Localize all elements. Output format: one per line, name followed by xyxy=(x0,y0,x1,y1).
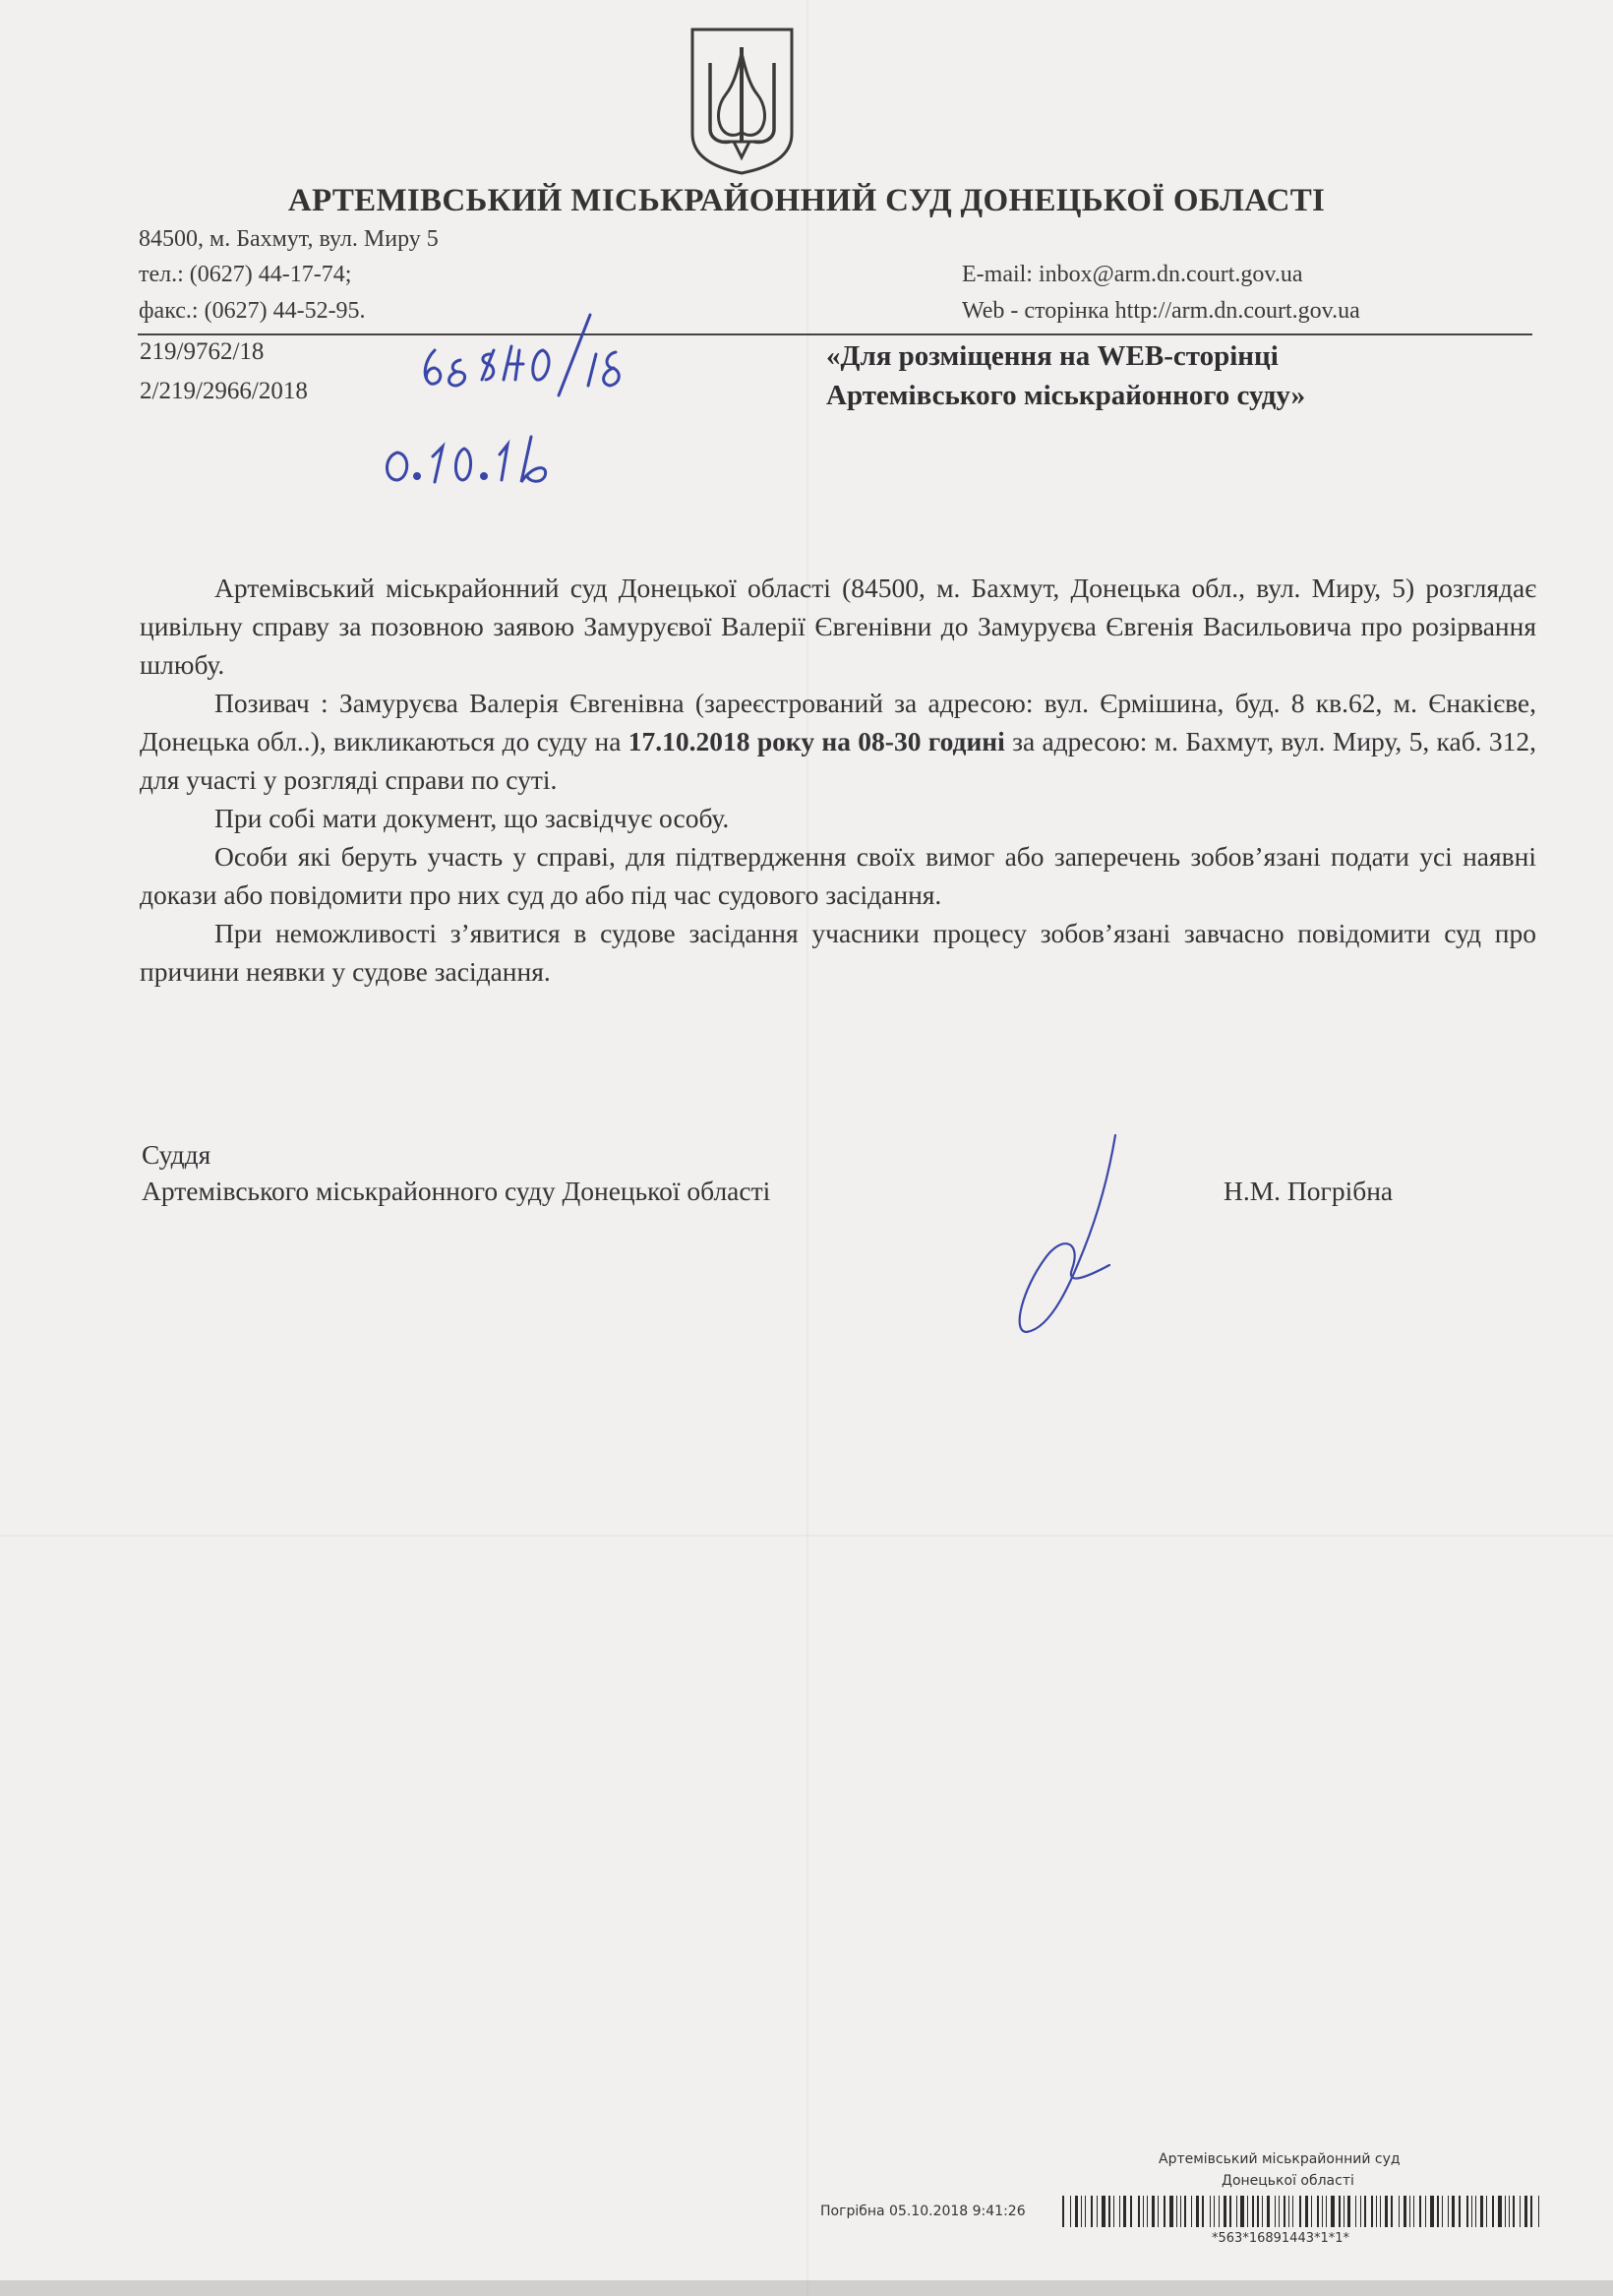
barcode-bar xyxy=(1492,2196,1494,2227)
barcode-bar xyxy=(1538,2196,1539,2227)
court-address: 84500, м. Бахмут, вул. Миру 5 xyxy=(139,226,439,252)
barcode-bar xyxy=(1404,2196,1406,2227)
barcode-bar xyxy=(1284,2196,1285,2227)
barcode-bar xyxy=(1091,2196,1093,2227)
barcode-bar xyxy=(1498,2196,1502,2227)
barcode-bar xyxy=(1210,2196,1211,2227)
barcode-bar xyxy=(1292,2196,1293,2227)
case-number: 219/9762/18 xyxy=(140,338,265,365)
barcode-bar xyxy=(1317,2196,1319,2227)
barcode-bar xyxy=(1180,2196,1181,2227)
barcode-bar xyxy=(1123,2196,1126,2227)
barcode-bar xyxy=(1339,2196,1341,2227)
barcode-bar xyxy=(1196,2196,1199,2227)
barcode-bar xyxy=(1081,2196,1082,2227)
barcode-bar xyxy=(1267,2196,1270,2227)
barcode-bar xyxy=(1459,2196,1461,2227)
barcode-bar xyxy=(1413,2196,1414,2227)
addressee-line-1: «Для розміщення на WEB-сторінці xyxy=(826,340,1279,372)
barcode-bar xyxy=(1164,2196,1165,2227)
barcode-bar xyxy=(1391,2196,1393,2227)
barcode-bar xyxy=(1524,2196,1527,2227)
barcode xyxy=(1058,2192,1545,2231)
barcode-bar xyxy=(1147,2196,1148,2227)
barcode-bar xyxy=(1376,2196,1377,2227)
barcode-bar xyxy=(1419,2196,1421,2227)
barcode-bar xyxy=(1224,2196,1226,2227)
hearing-datetime: 17.10.2018 року на 08-30 годині xyxy=(627,726,1005,756)
barcode-bar xyxy=(1108,2196,1110,2227)
barcode-bar xyxy=(1275,2196,1276,2227)
barcode-bar xyxy=(1305,2196,1308,2227)
barcode-bar xyxy=(1279,2196,1280,2227)
barcode-bar xyxy=(1409,2196,1410,2227)
barcode-bar xyxy=(1240,2196,1244,2227)
barcode-bar xyxy=(1380,2196,1381,2227)
barcode-bar xyxy=(1475,2196,1476,2227)
barcode-bar xyxy=(1425,2196,1426,2227)
barcode-bar xyxy=(1262,2196,1263,2227)
barcode-bar xyxy=(1075,2196,1078,2227)
coat-of-arms-emblem xyxy=(687,26,798,175)
barcode-bar xyxy=(1158,2196,1159,2227)
barcode-bar xyxy=(1214,2196,1215,2227)
notice-body xyxy=(140,569,1536,991)
paragraph-identity: При собі мати документ, що засвідчує особу. xyxy=(214,803,730,833)
court-title: АРТЕМІВСЬКИЙ МІСЬКРАЙОННИЙ СУД ДОНЕЦЬКОЇ ОБЛАСТІ xyxy=(287,183,1326,218)
addressee-line-2: Артемівського міськрайонного суду» xyxy=(826,380,1306,411)
barcode-bar xyxy=(1355,2196,1356,2227)
court-website: Web - сторінка http://arm.dn.court.gov.ua xyxy=(962,298,1360,324)
court-phone: тел.: (0627) 44-17-74; xyxy=(139,262,352,287)
barcode-bar xyxy=(1430,2196,1434,2227)
paragraph-evidence: Особи які беруть участь у справі, для підтвердження своїх вимог або заперечень зобов’язані подати усі наявні докази або повідомити про них суд до або під час судового засідання. xyxy=(140,841,1536,910)
barcode-bar xyxy=(1513,2196,1515,2227)
barcode-text: *563*16891443*1*1* xyxy=(1212,2231,1350,2246)
barcode-bar xyxy=(1326,2196,1327,2227)
barcode-bar xyxy=(1191,2196,1192,2227)
judge-title: Суддя xyxy=(142,1139,211,1170)
court-email: E-mail: inbox@arm.dn.court.gov.ua xyxy=(962,262,1303,287)
barcode-bar xyxy=(1119,2196,1120,2227)
barcode-bar xyxy=(1399,2196,1400,2227)
handwritten-signature xyxy=(993,1131,1170,1338)
paper-bottom-edge xyxy=(0,2280,1613,2296)
handwritten-registration-number xyxy=(413,311,639,399)
barcode-bar xyxy=(1520,2196,1521,2227)
barcode-bar xyxy=(1466,2196,1468,2227)
judge-name: Н.М. Погрібна xyxy=(1224,1176,1394,1206)
barcode-bar xyxy=(1331,2196,1335,2227)
stamp-court-line-1: Артемівський міськрайонний суд xyxy=(1159,2151,1401,2167)
barcode-bar xyxy=(1085,2196,1086,2227)
stamp-signed-info: Погрібна 05.10.2018 9:41:26 xyxy=(820,2204,1026,2219)
barcode-bar xyxy=(1130,2196,1132,2227)
barcode-bar xyxy=(1452,2196,1455,2227)
barcode-bar xyxy=(1176,2196,1177,2227)
barcode-bar xyxy=(1311,2196,1312,2227)
barcode-bar xyxy=(1247,2196,1248,2227)
barcode-bar xyxy=(1448,2196,1449,2227)
stamp-court-line-2: Донецької області xyxy=(1222,2173,1354,2189)
barcode-bar xyxy=(1229,2196,1231,2227)
paragraph-absence: При неможливості з’явитися в судове засідання учасники процесу зобов’язані завчасно повідомити суд про причини неявки у судове засідання. xyxy=(140,918,1536,987)
barcode-bar xyxy=(1070,2196,1071,2227)
barcode-bar xyxy=(1252,2196,1254,2227)
barcode-bar xyxy=(1102,2196,1105,2227)
summons-text-end: за адресою: м. Бахмут, вул. Миру, 5, каб. 312, для участі у розгляді справи по суті. xyxy=(140,726,1536,795)
barcode-bar xyxy=(1062,2196,1064,2227)
barcode-bar xyxy=(1138,2196,1140,2227)
barcode-bar xyxy=(1509,2196,1510,2227)
barcode-bar xyxy=(1097,2196,1098,2227)
barcode-bar xyxy=(1288,2196,1289,2227)
barcode-bar xyxy=(1257,2196,1259,2227)
header-divider xyxy=(138,333,1532,335)
barcode-bar xyxy=(1505,2196,1506,2227)
barcode-bar xyxy=(1371,2196,1373,2227)
handwritten-date xyxy=(378,423,574,492)
paper-crease xyxy=(806,0,808,2296)
barcode-bar xyxy=(1471,2196,1472,2227)
barcode-bar xyxy=(1530,2196,1532,2227)
barcode-bar xyxy=(1299,2196,1301,2227)
court-fax: факс.: (0627) 44-52-95. xyxy=(139,298,366,324)
barcode-bar xyxy=(1360,2196,1361,2227)
barcode-bar xyxy=(1486,2196,1487,2227)
paragraph-case: Артемівський міськрайонний суд Донецької області (84500, м. Бахмут, Донецька обл., вул. Миру, 5) розглядає цивільну справу за позовною заявою Замуруєвої Валерії Євгенівни до Замуруєва Євгенія Васильовича про розірвання шлюбу. xyxy=(140,573,1536,680)
barcode-bar xyxy=(1442,2196,1443,2227)
barcode-bar xyxy=(1169,2196,1173,2227)
barcode-bar xyxy=(1113,2196,1114,2227)
barcode-bar xyxy=(1364,2196,1366,2227)
proceeding-number: 2/219/2966/2018 xyxy=(140,378,308,404)
barcode-bar xyxy=(1385,2196,1388,2227)
barcode-bar xyxy=(1152,2196,1155,2227)
barcode-bar xyxy=(1219,2196,1220,2227)
barcode-bar xyxy=(1322,2196,1323,2227)
barcode-bar xyxy=(1184,2196,1186,2227)
barcode-bar xyxy=(1202,2196,1204,2227)
barcode-bar xyxy=(1143,2196,1144,2227)
paragraph-summons xyxy=(140,684,1536,799)
summons-text-start: Позивач : Замуруєва Валерія Євгенівна (зареєстрований за адресою: вул. Єрмішина, буд. 8 кв.62, м. Єнакієве, Донецька обл..), викликаються до суду на xyxy=(140,688,1536,756)
barcode-bar xyxy=(1480,2196,1483,2227)
barcode-bar xyxy=(1236,2196,1237,2227)
judge-court: Артемівського міськрайонного суду Донецької області xyxy=(142,1176,771,1206)
addressee-block xyxy=(826,336,1305,415)
barcode-bar xyxy=(1437,2196,1439,2227)
barcode-bar xyxy=(1347,2196,1350,2227)
